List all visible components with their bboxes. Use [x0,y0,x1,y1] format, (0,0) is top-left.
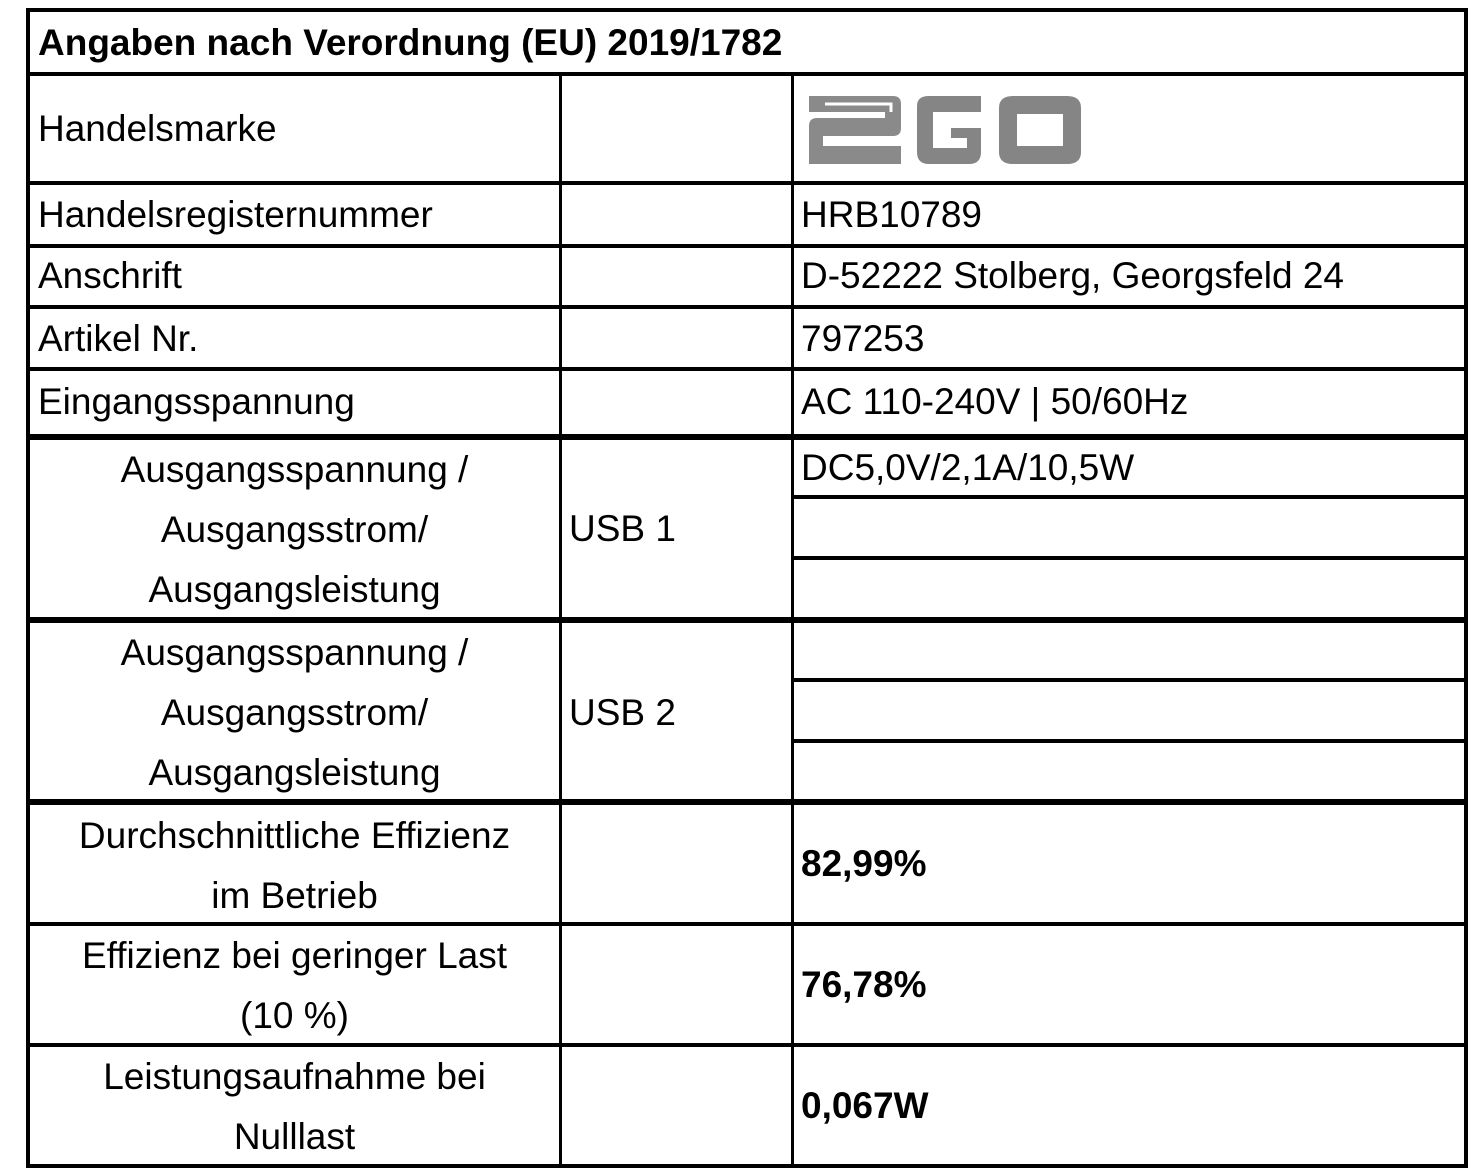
column-divider [791,74,794,1164]
low-load-efficiency-label-line: Effizienz bei geringer Last [81,935,508,976]
article-value: 797253 [801,318,925,359]
input-voltage-label: Eingangsspannung [38,381,355,422]
article-label: Artikel Nr. [38,318,199,359]
no-load-label-line: Leistungsaufnahme bei [103,1056,486,1097]
usb1-value: DC5,0V/2,1A/10,5W [801,447,1135,488]
usb1-label-line: Ausgangsleistung [148,569,441,610]
usb2-label-line: Ausgangsstrom/ [160,692,429,733]
low-load-efficiency-label [30,926,559,1046]
column-divider [559,74,562,1164]
subrow-divider [791,556,1464,560]
avg-efficiency-value: 82,99% [801,843,927,884]
address-label: Anschrift [38,255,182,296]
usb1-label-line: Ausgangsspannung / [120,449,469,490]
subrow-divider [791,739,1464,743]
subrow-divider [791,678,1464,682]
usb2-label-line: Ausgangsspannung / [120,632,469,673]
register-value: HRB10789 [801,194,983,235]
usb2-port: USB 2 [569,692,676,733]
usb1-label-line: Ausgangsstrom/ [160,509,429,550]
usb1-port: USB 1 [569,508,676,549]
input-voltage-value: AC 110-240V | 50/60Hz [801,381,1189,422]
avg-efficiency-label [30,806,559,926]
usb2-label [30,623,559,803]
row-divider [30,367,1464,371]
regulation-table [26,8,1468,1168]
low-load-efficiency-value: 76,78% [801,964,927,1005]
brand-label: Handelsmarke [38,108,277,149]
no-load-value: 0,067W [801,1085,929,1126]
avg-efficiency-label-line: im Betrieb [211,875,378,916]
usb2-label-line: Ausgangsleistung [148,752,441,793]
address-value: D-52222 Stolberg, Georgsfeld 24 [801,255,1345,296]
usb1-label [30,440,559,620]
2go-logo-icon [805,90,1085,168]
register-label: Handelsregisternummer [38,194,433,235]
low-load-efficiency-label-line: (10 %) [240,995,349,1036]
table-title: Angaben nach Verordnung (EU) 2019/1782 [38,22,783,63]
brand-logo [805,90,1085,173]
avg-efficiency-label-line: Durchschnittliche Effizienz [78,815,511,856]
no-load-label [30,1047,559,1167]
no-load-label-line: Nulllast [233,1116,356,1157]
